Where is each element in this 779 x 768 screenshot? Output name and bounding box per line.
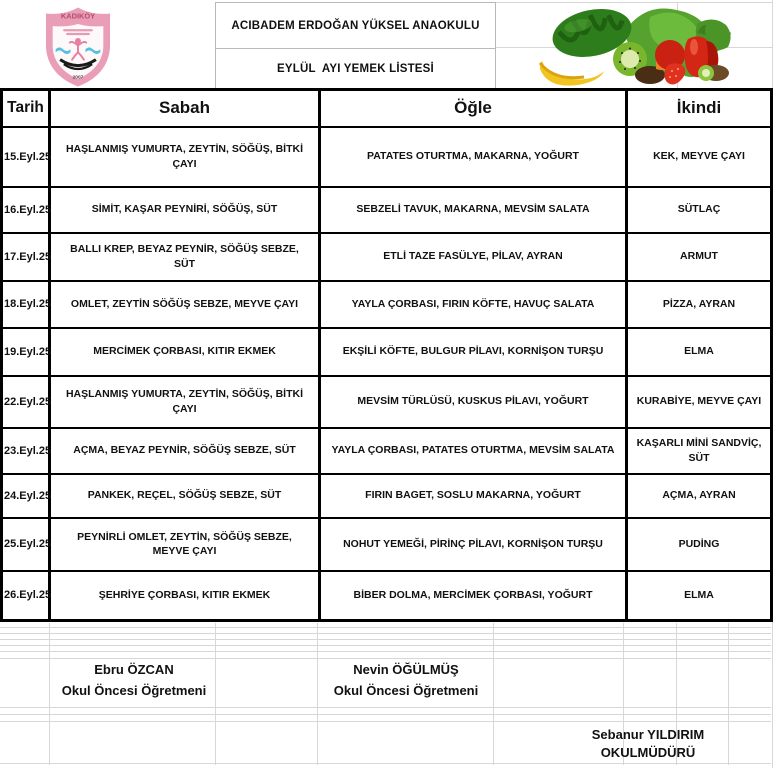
gridline [0,721,771,722]
table-row [2,376,772,428]
school-name: ACIBADEM ERDOĞAN YÜKSEL ANAOKULU [231,19,480,32]
teacher-1-name: Ebru ÖZCAN [94,662,174,677]
teacher-2-title: Okul Öncesi Öğretmeni [333,683,479,698]
sabah-cell: ŞEHRİYE ÇORBASI, KITIR EKMEK [50,571,320,621]
ogle-cell: MEVSİM TÜRLÜSÜ, KUSKUS PİLAVI, YOĞURT [320,376,627,428]
table-row [2,328,772,376]
date-cell: 18.Eyl.25 [2,281,50,328]
school-crest-shield-icon [32,6,124,88]
ogle-cell: SEBZELİ TAVUK, MAKARNA, MEVSİM SALATA [320,187,627,233]
ogle-cell: EKŞİLİ KÖFTE, BULGUR PİLAVI, KORNİŞON TURŞU [320,328,627,376]
table-row [2,428,772,474]
ogle-cell: YAYLA ÇORBASI, FIRIN KÖFTE, HAVUÇ SALATA [320,281,627,328]
date-cell: 22.Eyl.25 [2,376,50,428]
sabah-cell: PEYNİRLİ OMLET, ZEYTİN, SÖĞÜŞ SEBZE, MEYVE ÇAYI [50,518,320,571]
ikindi-cell: ELMA [627,571,772,621]
column-header-ogle: Öğle [320,90,627,127]
teacher-1-title: Okul Öncesi Öğretmeni [61,683,207,698]
date-cell: 26.Eyl.25 [2,571,50,621]
column-header-tarih: Tarih [2,90,50,127]
principal-name: Sebanur YILDIRIM [591,727,705,742]
ikindi-cell: PUDİNG [627,518,772,571]
ikindi-cell: ELMA [627,328,772,376]
date-cell: 24.Eyl.25 [2,474,50,518]
sabah-cell: HAŞLANMIŞ YUMURTA, ZEYTİN, SÖĞÜŞ, BİTKİ ÇAYI [50,127,320,187]
sabah-cell: PANKEK, REÇEL, SÖĞÜŞ SEBZE, SÜT [50,474,320,518]
sabah-cell: AÇMA, BEYAZ PEYNİR, SÖĞÜŞ SEBZE, SÜT [50,428,320,474]
fruits-vegetables-illustration [530,3,735,87]
table-row [2,518,772,571]
date-cell: 25.Eyl.25 [2,518,50,571]
table-row [2,127,772,187]
signature-block-principal [538,726,758,762]
ogle-cell: YAYLA ÇORBASI, PATATES OTURTMA, MEVSİM SALATA [320,428,627,474]
ikindi-cell: KAŞARLI MİNİ SANDVİÇ, SÜT [627,428,772,474]
date-cell: 19.Eyl.25 [2,328,50,376]
sabah-cell: HAŞLANMIŞ YUMURTA, ZEYTİN, SÖĞÜŞ, BİTKİ ÇAYI [50,376,320,428]
ikindi-cell: KURABİYE, MEYVE ÇAYI [627,376,772,428]
sabah-cell: MERCİMEK ÇORBASI, KITIR EKMEK [50,328,320,376]
gridline [0,763,771,764]
gridline [0,707,771,708]
gridline [0,639,771,640]
ogle-cell: NOHUT YEMEĞİ, PİRİNÇ PİLAVI, KORNİŞON TURŞU [320,518,627,571]
table-row [2,233,772,281]
gridline [0,714,771,715]
gridline [0,633,771,634]
meal-table [0,88,773,622]
sabah-cell: BALLI KREP, BEYAZ PEYNİR, SÖĞÜŞ SEBZE, SÜT [50,233,320,281]
gridline [0,645,771,646]
teacher-2-name: Nevin ÖĞÜLMÜŞ [353,662,459,677]
ikindi-cell: PİZZA, AYRAN [627,281,772,328]
column-header-sabah: Sabah [50,90,320,127]
date-cell: 17.Eyl.25 [2,233,50,281]
title-box [215,2,496,88]
logo-district-text: KADIKÖY [60,11,96,21]
sabah-cell: SİMİT, KAŞAR PEYNİRİ, SÖĞÜŞ, SÜT [50,187,320,233]
ikindi-cell: KEK, MEYVE ÇAYI [627,127,772,187]
header-row [2,90,772,127]
list-title: EYLÜL AYI YEMEK LİSTESİ [216,48,495,89]
school-crest-logo [32,6,124,88]
ikindi-cell: SÜTLAÇ [627,187,772,233]
signature-block-teacher-1 [24,659,244,701]
ogle-cell: FIRIN BAGET, SOSLU MAKARNA, YOĞURT [320,474,627,518]
sabah-cell: OMLET, ZEYTİN SÖĞÜŞ SEBZE, MEYVE ÇAYI [50,281,320,328]
column-header-ikindi: İkindi [627,90,772,127]
logo-year-text: 2007 [72,75,84,81]
ikindi-cell: AÇMA, AYRAN [627,474,772,518]
table-row [2,187,772,233]
ogle-cell: PATATES OTURTMA, MAKARNA, YOĞURT [320,127,627,187]
signature-block-teacher-2 [296,659,516,701]
gridline [0,651,771,652]
principal-title: OKULMÜDÜRÜ [600,745,696,760]
date-cell: 23.Eyl.25 [2,428,50,474]
table-row [2,474,772,518]
ogle-cell: ETLİ TAZE FASÜLYE, PİLAV, AYRAN [320,233,627,281]
gridline [0,627,771,628]
date-cell: 15.Eyl.25 [2,127,50,187]
ogle-cell: BİBER DOLMA, MERCİMEK ÇORBASI, YOĞURT [320,571,627,621]
fruits-vegetables-icon [530,3,735,87]
date-cell: 16.Eyl.25 [2,187,50,233]
table-row [2,281,772,328]
ikindi-cell: ARMUT [627,233,772,281]
table-row [2,571,772,621]
